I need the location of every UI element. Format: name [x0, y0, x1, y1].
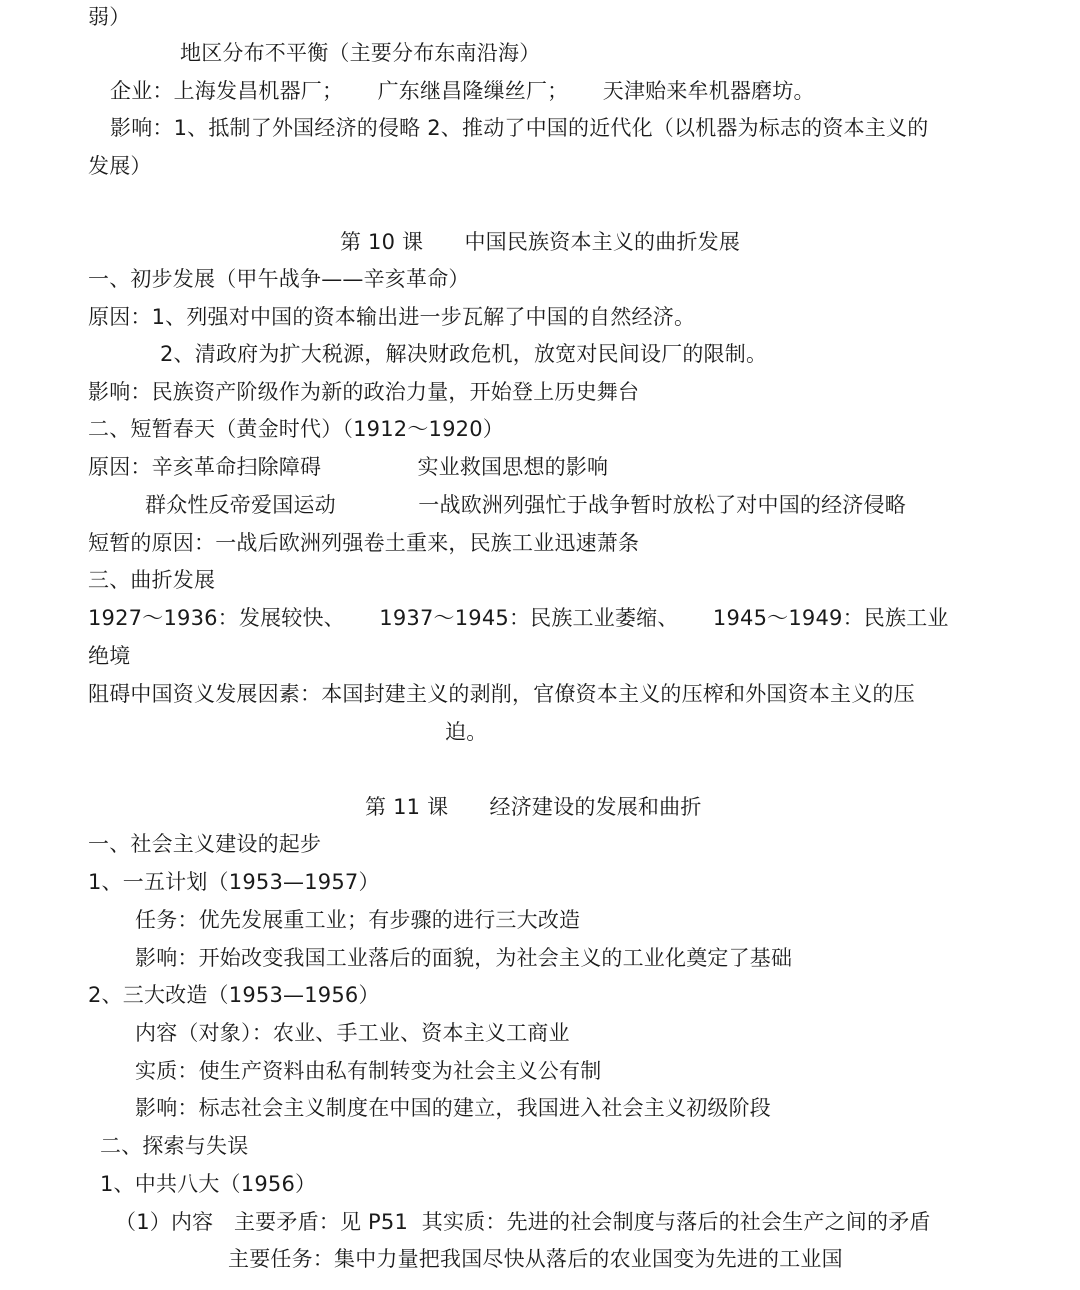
- text-line: 短暂的原因：一战后欧洲列强卷土重来，民族工业迅速萧条: [88, 531, 640, 555]
- text-line: 地区分布不平衡（主要分布东南沿海）: [180, 41, 541, 65]
- text-line: 阻碍中国资义发展因素：本国封建主义的剥削，官僚资本主义的压榨和外国资本主义的压: [88, 682, 915, 706]
- text-line: 企业：上海发昌机器厂； 广东继昌隆缫丝厂； 天津贻来牟机器磨坊。: [110, 79, 815, 103]
- text-line: 发展）: [88, 154, 152, 178]
- text-line: 原因：辛亥革命扫除障碍 实业救国思想的影响: [88, 455, 609, 479]
- text-line: 影响：开始改变我国工业落后的面貌，为社会主义的工业化奠定了基础: [135, 946, 793, 970]
- text-line: 弱）: [88, 5, 131, 29]
- text-line: 2、清政府为扩大税源，解决财政危机，放宽对民间设厂的限制。: [160, 342, 768, 366]
- text-line: （1）内容 主要矛盾：见 P51 其实质：先进的社会制度与落后的社会生产之间的矛盾: [115, 1210, 931, 1234]
- section-heading: 二、短暂春天（黄金时代）（1912～1920）: [88, 417, 504, 441]
- text-line: 影响：标志社会主义制度在中国的建立，我国进入社会主义初级阶段: [135, 1096, 771, 1120]
- text-line: 1、中共八大（1956）: [100, 1172, 317, 1196]
- text-line: 1、一五计划（1953—1957）: [88, 870, 380, 894]
- text-line: 实质：使生产资料由私有制转变为社会主义公有制: [135, 1059, 602, 1083]
- section-heading: 一、社会主义建设的起步: [88, 832, 322, 856]
- text-line: 任务：优先发展重工业；有步骤的进行三大改造: [135, 908, 581, 932]
- section-heading: 三、曲折发展: [88, 568, 216, 592]
- text-line: 影响：民族资产阶级作为新的政治力量，开始登上历史舞台: [88, 380, 640, 404]
- lesson-title: 第 10 课 中国民族资本主义的曲折发展: [339, 230, 741, 254]
- text-line: 1927～1936：发展较快、 1937～1945：民族工业萎缩、 1945～1949：民族工业: [88, 606, 949, 630]
- text-line: 迫。: [445, 720, 488, 744]
- section-heading: 一、初步发展（甲午战争——辛亥革命）: [88, 267, 470, 291]
- text-line: 影响：1、抵制了外国经济的侵略 2、推动了中国的近代化（以机器为标志的资本主义的: [110, 116, 929, 140]
- text-line: 内容（对象）：农业、手工业、资本主义工商业: [135, 1021, 570, 1045]
- text-line: 群众性反帝爱国运动 一战欧洲列强忙于战争暂时放松了对中国的经济侵略: [145, 493, 906, 517]
- text-line: 主要任务：集中力量把我国尽快从落后的农业国变为先进的工业国: [228, 1247, 843, 1271]
- text-line: 绝境: [88, 644, 131, 668]
- section-heading: 二、探索与失误: [100, 1134, 249, 1158]
- text-line: 原因：1、列强对中国的资本输出进一步瓦解了中国的自然经济。: [88, 305, 696, 329]
- text-line: 2、三大改造（1953—1956）: [88, 983, 380, 1007]
- lesson-title: 第 11 课 经济建设的发展和曲折: [365, 795, 702, 819]
